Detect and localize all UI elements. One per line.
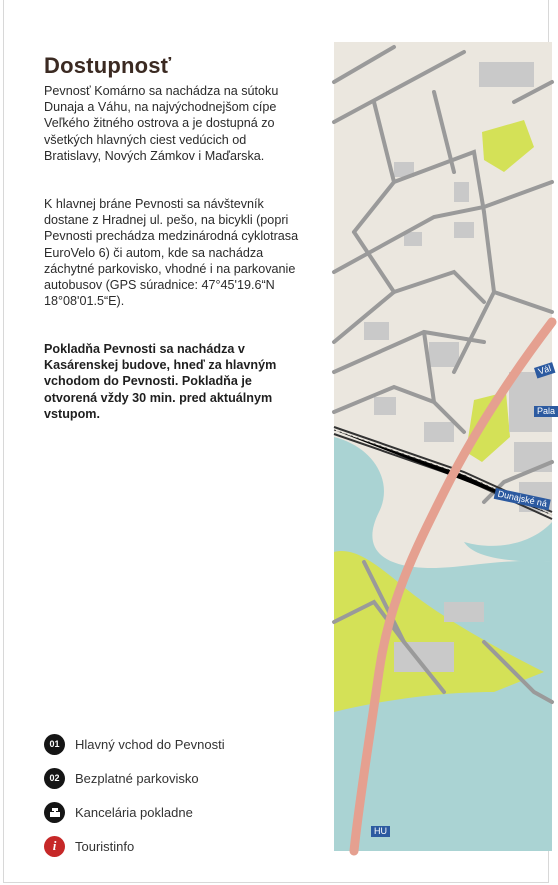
map-legend <box>44 727 314 863</box>
legend-label: Hlavný vchod do Pevnosti <box>75 736 225 752</box>
legend-item-main-entrance <box>44 727 314 761</box>
cash-register-icon <box>44 802 65 823</box>
legend-label: Kancelária pokladne <box>75 804 193 820</box>
legend-item-parking <box>44 761 314 795</box>
paragraph-location: Pevnosť Komárno sa nachádza na sútoku Dunaja a Váhu, na najvýchodnejšom cípe Veľkého žitného ostrova a je dostupná zo všetkých hlavných ciest vedúcich od Bratislavy, Nových Zámkov i Maďarska. <box>44 84 279 163</box>
marker-02-icon: 02 <box>44 768 65 789</box>
legend-label: Touristinfo <box>75 838 135 854</box>
map-graphic <box>334 42 552 851</box>
page-title: Dostupnosť <box>44 52 172 78</box>
marker-01-icon: 01 <box>44 734 65 755</box>
map-street-label: Pala <box>534 406 558 417</box>
legend-item-touristinfo <box>44 829 314 863</box>
paragraph-access: K hlavnej bráne Pevnosti sa návštevník dostane z Hradnej ul. pešo, na bicykli (popri Pevnosti prechádza medzinárodná cyklotrasa EuroVelo 6) či autom, kde sa nachádza záchytné parkovisko, vhodné i na parkovanie autobusov (GPS súradnice: 47°45'19.6“N 18°08'01.5“E). <box>44 197 299 309</box>
map-street-label: Vál <box>534 362 555 378</box>
paragraph-ticket-office: Pokladňa Pevnosti sa nachádza v Kasárenskej budove, hneď za hlavným vchodom do Pevnosti. Pokladňa je otvorená vždy 30 min. pred aktuálnym vstupom. <box>44 342 277 421</box>
legend-label: Bezplatné parkovisko <box>75 770 199 786</box>
map-street-label: Dunajské ná <box>494 488 551 510</box>
legend-item-ticket-office <box>44 795 314 829</box>
area-map[interactable] <box>334 42 556 851</box>
map-border-label: HU <box>371 826 390 837</box>
info-icon: i <box>44 836 65 857</box>
